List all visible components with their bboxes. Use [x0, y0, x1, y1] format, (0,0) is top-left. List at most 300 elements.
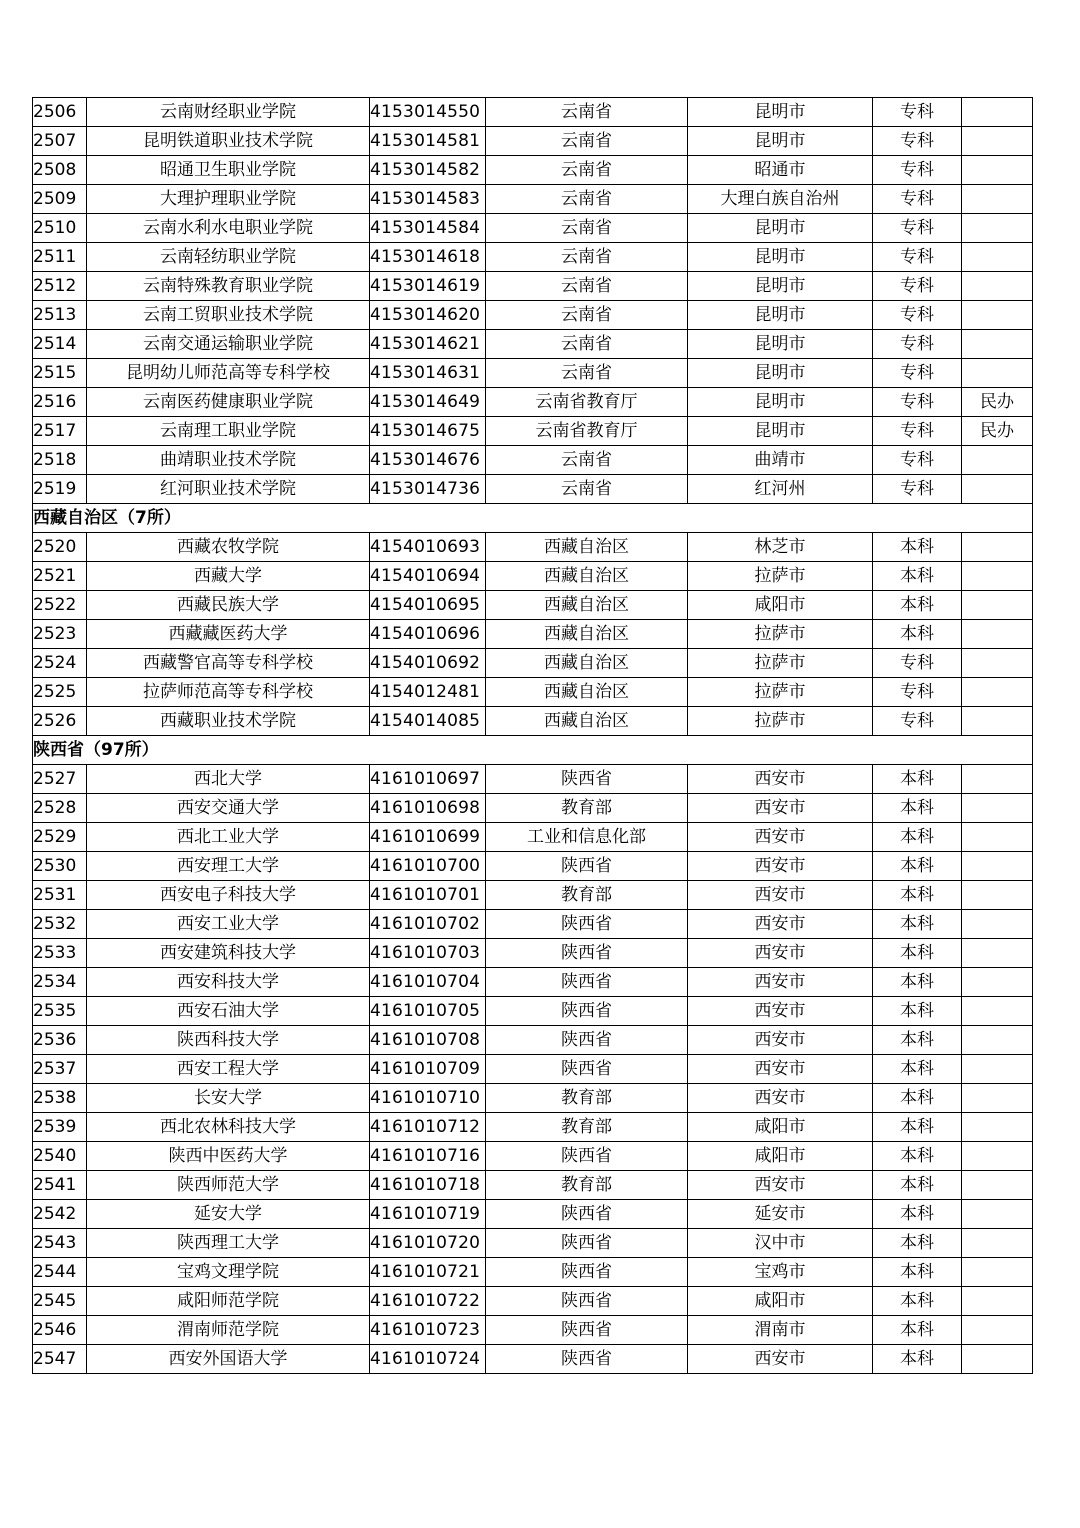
note-cell: [962, 185, 1033, 214]
note-cell: [962, 301, 1033, 330]
row-number-cell: 2529: [33, 823, 87, 852]
authority-cell: 云南省: [486, 272, 688, 301]
table-row: [33, 591, 1033, 620]
city-cell: 西安市: [688, 1026, 873, 1055]
row-number-cell: 2520: [33, 533, 87, 562]
education-level-cell: 本科: [873, 591, 962, 620]
city-cell: 西安市: [688, 823, 873, 852]
school-code-cell: 4153014584: [370, 214, 486, 243]
note-cell: [962, 1258, 1033, 1287]
authority-cell: 陕西省: [486, 765, 688, 794]
table-row: [33, 968, 1033, 997]
table-row: [33, 1171, 1033, 1200]
school-code-cell: 4161010723: [370, 1316, 486, 1345]
row-number-cell: 2507: [33, 127, 87, 156]
note-cell: 民办: [962, 388, 1033, 417]
education-level-cell: 本科: [873, 997, 962, 1026]
school-name-cell: 云南交通运输职业学院: [87, 330, 370, 359]
authority-cell: 陕西省: [486, 939, 688, 968]
education-level-cell: 本科: [873, 1171, 962, 1200]
school-name-cell: 西安工业大学: [87, 910, 370, 939]
education-level-cell: 本科: [873, 533, 962, 562]
section-title: 西藏自治区（7所）: [33, 504, 1033, 533]
authority-cell: 云南省: [486, 301, 688, 330]
table-row: [33, 359, 1033, 388]
school-code-cell: 4161010702: [370, 910, 486, 939]
authority-cell: 云南省: [486, 475, 688, 504]
authority-cell: 云南省教育厅: [486, 417, 688, 446]
school-name-cell: 西藏职业技术学院: [87, 707, 370, 736]
city-cell: 西安市: [688, 997, 873, 1026]
education-level-cell: 专科: [873, 127, 962, 156]
school-code-cell: 4153014581: [370, 127, 486, 156]
row-number-cell: 2508: [33, 156, 87, 185]
education-level-cell: 专科: [873, 388, 962, 417]
table-row: [33, 272, 1033, 301]
authority-cell: 陕西省: [486, 1316, 688, 1345]
city-cell: 汉中市: [688, 1229, 873, 1258]
school-code-cell: 4161010721: [370, 1258, 486, 1287]
row-number-cell: 2524: [33, 649, 87, 678]
education-level-cell: 本科: [873, 562, 962, 591]
note-cell: [962, 127, 1033, 156]
note-cell: [962, 1113, 1033, 1142]
city-cell: 拉萨市: [688, 562, 873, 591]
note-cell: [962, 591, 1033, 620]
note-cell: [962, 243, 1033, 272]
row-number-cell: 2537: [33, 1055, 87, 1084]
table-row: [33, 852, 1033, 881]
table-row: [33, 156, 1033, 185]
table-row: [33, 794, 1033, 823]
city-cell: 咸阳市: [688, 1142, 873, 1171]
table-row: [33, 678, 1033, 707]
education-level-cell: 专科: [873, 330, 962, 359]
row-number-cell: 2526: [33, 707, 87, 736]
city-cell: 渭南市: [688, 1316, 873, 1345]
education-level-cell: 本科: [873, 823, 962, 852]
school-code-cell: 4161010708: [370, 1026, 486, 1055]
note-cell: [962, 910, 1033, 939]
school-code-cell: 4161010724: [370, 1345, 486, 1374]
education-level-cell: 本科: [873, 852, 962, 881]
table-row: [33, 301, 1033, 330]
note-cell: [962, 214, 1033, 243]
education-level-cell: 本科: [873, 968, 962, 997]
school-code-cell: 4161010698: [370, 794, 486, 823]
authority-cell: 陕西省: [486, 852, 688, 881]
school-name-cell: 宝鸡文理学院: [87, 1258, 370, 1287]
row-number-cell: 2523: [33, 620, 87, 649]
row-number-cell: 2541: [33, 1171, 87, 1200]
table-row: [33, 1055, 1033, 1084]
education-level-cell: 本科: [873, 765, 962, 794]
education-level-cell: 本科: [873, 794, 962, 823]
school-code-cell: 4154010694: [370, 562, 486, 591]
row-number-cell: 2535: [33, 997, 87, 1026]
table-row: [33, 1229, 1033, 1258]
row-number-cell: 2510: [33, 214, 87, 243]
city-cell: 拉萨市: [688, 620, 873, 649]
education-level-cell: 专科: [873, 475, 962, 504]
row-number-cell: 2544: [33, 1258, 87, 1287]
authority-cell: 西藏自治区: [486, 591, 688, 620]
school-name-cell: 西安石油大学: [87, 997, 370, 1026]
note-cell: [962, 330, 1033, 359]
note-cell: [962, 1055, 1033, 1084]
education-level-cell: 本科: [873, 1200, 962, 1229]
education-level-cell: 专科: [873, 301, 962, 330]
note-cell: [962, 823, 1033, 852]
table-row: [33, 417, 1033, 446]
note-cell: [962, 1200, 1033, 1229]
note-cell: [962, 1026, 1033, 1055]
city-cell: 西安市: [688, 1055, 873, 1084]
school-code-cell: 4153014550: [370, 98, 486, 127]
table-row: [33, 1316, 1033, 1345]
note-cell: [962, 1084, 1033, 1113]
school-code-cell: 4161010703: [370, 939, 486, 968]
authority-cell: 陕西省: [486, 1026, 688, 1055]
note-cell: [962, 98, 1033, 127]
note-cell: [962, 475, 1033, 504]
education-level-cell: 本科: [873, 1258, 962, 1287]
school-code-cell: 4161010718: [370, 1171, 486, 1200]
city-cell: 曲靖市: [688, 446, 873, 475]
school-name-cell: 西安外国语大学: [87, 1345, 370, 1374]
authority-cell: 陕西省: [486, 1287, 688, 1316]
school-name-cell: 陕西理工大学: [87, 1229, 370, 1258]
authority-cell: 云南省: [486, 214, 688, 243]
school-name-cell: 西安工程大学: [87, 1055, 370, 1084]
table-row: [33, 475, 1033, 504]
city-cell: 红河州: [688, 475, 873, 504]
authority-cell: 陕西省: [486, 1345, 688, 1374]
city-cell: 昆明市: [688, 359, 873, 388]
table-row: [33, 1200, 1033, 1229]
table-row: [33, 446, 1033, 475]
authority-cell: 工业和信息化部: [486, 823, 688, 852]
note-cell: [962, 1142, 1033, 1171]
city-cell: 林芝市: [688, 533, 873, 562]
row-number-cell: 2512: [33, 272, 87, 301]
note-cell: [962, 968, 1033, 997]
school-name-cell: 曲靖职业技术学院: [87, 446, 370, 475]
school-code-cell: 4161010712: [370, 1113, 486, 1142]
school-name-cell: 云南特殊教育职业学院: [87, 272, 370, 301]
table-row: [33, 881, 1033, 910]
note-cell: [962, 649, 1033, 678]
city-cell: 咸阳市: [688, 1113, 873, 1142]
table-row: [33, 98, 1033, 127]
education-level-cell: 本科: [873, 1084, 962, 1113]
school-name-cell: 西北农林科技大学: [87, 1113, 370, 1142]
authority-cell: 云南省: [486, 156, 688, 185]
city-cell: 拉萨市: [688, 678, 873, 707]
education-level-cell: 本科: [873, 910, 962, 939]
table-row: [33, 765, 1033, 794]
city-cell: 昆明市: [688, 98, 873, 127]
school-name-cell: 拉萨师范高等专科学校: [87, 678, 370, 707]
city-cell: 大理白族自治州: [688, 185, 873, 214]
school-code-cell: 4153014620: [370, 301, 486, 330]
authority-cell: 教育部: [486, 1171, 688, 1200]
school-name-cell: 西藏藏医药大学: [87, 620, 370, 649]
row-number-cell: 2542: [33, 1200, 87, 1229]
education-level-cell: 本科: [873, 1287, 962, 1316]
authority-cell: 云南省教育厅: [486, 388, 688, 417]
city-cell: 昆明市: [688, 417, 873, 446]
row-number-cell: 2528: [33, 794, 87, 823]
row-number-cell: 2534: [33, 968, 87, 997]
school-code-cell: 4153014675: [370, 417, 486, 446]
note-cell: [962, 881, 1033, 910]
row-number-cell: 2547: [33, 1345, 87, 1374]
authority-cell: 西藏自治区: [486, 707, 688, 736]
row-number-cell: 2532: [33, 910, 87, 939]
education-level-cell: 本科: [873, 1229, 962, 1258]
city-cell: 昆明市: [688, 214, 873, 243]
row-number-cell: 2517: [33, 417, 87, 446]
city-cell: 宝鸡市: [688, 1258, 873, 1287]
school-name-cell: 西北大学: [87, 765, 370, 794]
school-code-cell: 4161010701: [370, 881, 486, 910]
table-row: [33, 388, 1033, 417]
school-code-cell: 4161010700: [370, 852, 486, 881]
authority-cell: 云南省: [486, 243, 688, 272]
school-code-cell: 4153014676: [370, 446, 486, 475]
authority-cell: 云南省: [486, 185, 688, 214]
row-number-cell: 2540: [33, 1142, 87, 1171]
authority-cell: 教育部: [486, 1084, 688, 1113]
school-code-cell: 4154012481: [370, 678, 486, 707]
city-cell: 昆明市: [688, 272, 873, 301]
school-name-cell: 长安大学: [87, 1084, 370, 1113]
row-number-cell: 2531: [33, 881, 87, 910]
authority-cell: 陕西省: [486, 1142, 688, 1171]
school-code-cell: 4153014583: [370, 185, 486, 214]
row-number-cell: 2539: [33, 1113, 87, 1142]
school-name-cell: 延安大学: [87, 1200, 370, 1229]
table-row: [33, 939, 1033, 968]
school-name-cell: 西安科技大学: [87, 968, 370, 997]
table-row: [33, 823, 1033, 852]
school-code-cell: 4153014619: [370, 272, 486, 301]
note-cell: [962, 707, 1033, 736]
table-row: [33, 1026, 1033, 1055]
city-cell: 昆明市: [688, 388, 873, 417]
authority-cell: 云南省: [486, 98, 688, 127]
school-name-cell: 西安理工大学: [87, 852, 370, 881]
table-row: [33, 1113, 1033, 1142]
school-name-cell: 云南轻纺职业学院: [87, 243, 370, 272]
education-level-cell: 专科: [873, 649, 962, 678]
school-code-cell: 4153014621: [370, 330, 486, 359]
row-number-cell: 2527: [33, 765, 87, 794]
table-row: [33, 620, 1033, 649]
table-row: [33, 1345, 1033, 1374]
city-cell: 西安市: [688, 1084, 873, 1113]
school-code-cell: 4161010704: [370, 968, 486, 997]
school-code-cell: 4154010692: [370, 649, 486, 678]
section-header-row: [33, 736, 1033, 765]
note-cell: [962, 533, 1033, 562]
school-name-cell: 红河职业技术学院: [87, 475, 370, 504]
education-level-cell: 本科: [873, 1113, 962, 1142]
row-number-cell: 2518: [33, 446, 87, 475]
note-cell: [962, 794, 1033, 823]
school-name-cell: 渭南师范学院: [87, 1316, 370, 1345]
school-name-cell: 西藏农牧学院: [87, 533, 370, 562]
education-level-cell: 专科: [873, 678, 962, 707]
note-cell: [962, 997, 1033, 1026]
school-code-cell: 4161010720: [370, 1229, 486, 1258]
education-level-cell: 专科: [873, 156, 962, 185]
table-row: [33, 243, 1033, 272]
table-row: [33, 185, 1033, 214]
table-row: [33, 1142, 1033, 1171]
school-name-cell: 西藏警官高等专科学校: [87, 649, 370, 678]
city-cell: 咸阳市: [688, 1287, 873, 1316]
row-number-cell: 2509: [33, 185, 87, 214]
row-number-cell: 2514: [33, 330, 87, 359]
note-cell: 民办: [962, 417, 1033, 446]
note-cell: [962, 156, 1033, 185]
education-level-cell: 专科: [873, 359, 962, 388]
note-cell: [962, 939, 1033, 968]
table-row: [33, 533, 1033, 562]
authority-cell: 西藏自治区: [486, 533, 688, 562]
school-name-cell: 西安电子科技大学: [87, 881, 370, 910]
row-number-cell: 2546: [33, 1316, 87, 1345]
school-code-cell: 4153014736: [370, 475, 486, 504]
authority-cell: 西藏自治区: [486, 562, 688, 591]
school-table: [32, 97, 1033, 1374]
education-level-cell: 专科: [873, 185, 962, 214]
authority-cell: 西藏自治区: [486, 678, 688, 707]
authority-cell: 教育部: [486, 1113, 688, 1142]
school-name-cell: 陕西中医药大学: [87, 1142, 370, 1171]
note-cell: [962, 359, 1033, 388]
city-cell: 西安市: [688, 1171, 873, 1200]
note-cell: [962, 1171, 1033, 1200]
authority-cell: 西藏自治区: [486, 620, 688, 649]
row-number-cell: 2536: [33, 1026, 87, 1055]
authority-cell: 陕西省: [486, 997, 688, 1026]
note-cell: [962, 446, 1033, 475]
table-row: [33, 649, 1033, 678]
school-name-cell: 西北工业大学: [87, 823, 370, 852]
row-number-cell: 2516: [33, 388, 87, 417]
authority-cell: 陕西省: [486, 1200, 688, 1229]
city-cell: 西安市: [688, 910, 873, 939]
authority-cell: 陕西省: [486, 968, 688, 997]
school-name-cell: 云南工贸职业技术学院: [87, 301, 370, 330]
table-row: [33, 997, 1033, 1026]
education-level-cell: 本科: [873, 620, 962, 649]
note-cell: [962, 1287, 1033, 1316]
authority-cell: 陕西省: [486, 1258, 688, 1287]
note-cell: [962, 1316, 1033, 1345]
table-row: [33, 1084, 1033, 1113]
education-level-cell: 本科: [873, 1345, 962, 1374]
authority-cell: 云南省: [486, 330, 688, 359]
row-number-cell: 2530: [33, 852, 87, 881]
school-code-cell: 4161010716: [370, 1142, 486, 1171]
education-level-cell: 专科: [873, 272, 962, 301]
authority-cell: 云南省: [486, 127, 688, 156]
note-cell: [962, 852, 1033, 881]
school-code-cell: 4161010710: [370, 1084, 486, 1113]
city-cell: 昭通市: [688, 156, 873, 185]
table-row: [33, 330, 1033, 359]
row-number-cell: 2506: [33, 98, 87, 127]
education-level-cell: 本科: [873, 939, 962, 968]
city-cell: 西安市: [688, 1345, 873, 1374]
authority-cell: 陕西省: [486, 910, 688, 939]
education-level-cell: 本科: [873, 1055, 962, 1084]
education-level-cell: 本科: [873, 881, 962, 910]
authority-cell: 西藏自治区: [486, 649, 688, 678]
table-row: [33, 1287, 1033, 1316]
school-name-cell: 西藏民族大学: [87, 591, 370, 620]
note-cell: [962, 562, 1033, 591]
row-number-cell: 2543: [33, 1229, 87, 1258]
school-name-cell: 昆明幼儿师范高等专科学校: [87, 359, 370, 388]
authority-cell: 教育部: [486, 881, 688, 910]
school-name-cell: 云南理工职业学院: [87, 417, 370, 446]
row-number-cell: 2515: [33, 359, 87, 388]
school-code-cell: 4153014618: [370, 243, 486, 272]
row-number-cell: 2511: [33, 243, 87, 272]
school-code-cell: 4153014649: [370, 388, 486, 417]
city-cell: 拉萨市: [688, 649, 873, 678]
school-name-cell: 西藏大学: [87, 562, 370, 591]
authority-cell: 教育部: [486, 794, 688, 823]
note-cell: [962, 678, 1033, 707]
school-code-cell: 4153014631: [370, 359, 486, 388]
city-cell: 延安市: [688, 1200, 873, 1229]
school-code-cell: 4161010722: [370, 1287, 486, 1316]
table-row: [33, 127, 1033, 156]
education-level-cell: 本科: [873, 1316, 962, 1345]
section-title: 陕西省（97所）: [33, 736, 1033, 765]
row-number-cell: 2521: [33, 562, 87, 591]
note-cell: [962, 1345, 1033, 1374]
table-row: [33, 910, 1033, 939]
school-code-cell: 4161010705: [370, 997, 486, 1026]
authority-cell: 陕西省: [486, 1055, 688, 1084]
row-number-cell: 2519: [33, 475, 87, 504]
row-number-cell: 2538: [33, 1084, 87, 1113]
city-cell: 西安市: [688, 939, 873, 968]
city-cell: 西安市: [688, 852, 873, 881]
row-number-cell: 2522: [33, 591, 87, 620]
authority-cell: 云南省: [486, 359, 688, 388]
table-row: [33, 1258, 1033, 1287]
city-cell: 西安市: [688, 765, 873, 794]
school-code-cell: 4161010699: [370, 823, 486, 852]
school-code-cell: 4161010709: [370, 1055, 486, 1084]
education-level-cell: 本科: [873, 1026, 962, 1055]
education-level-cell: 专科: [873, 446, 962, 475]
school-name-cell: 云南医药健康职业学院: [87, 388, 370, 417]
school-code-cell: 4154010696: [370, 620, 486, 649]
education-level-cell: 专科: [873, 707, 962, 736]
school-name-cell: 大理护理职业学院: [87, 185, 370, 214]
city-cell: 昆明市: [688, 127, 873, 156]
city-cell: 昆明市: [688, 243, 873, 272]
